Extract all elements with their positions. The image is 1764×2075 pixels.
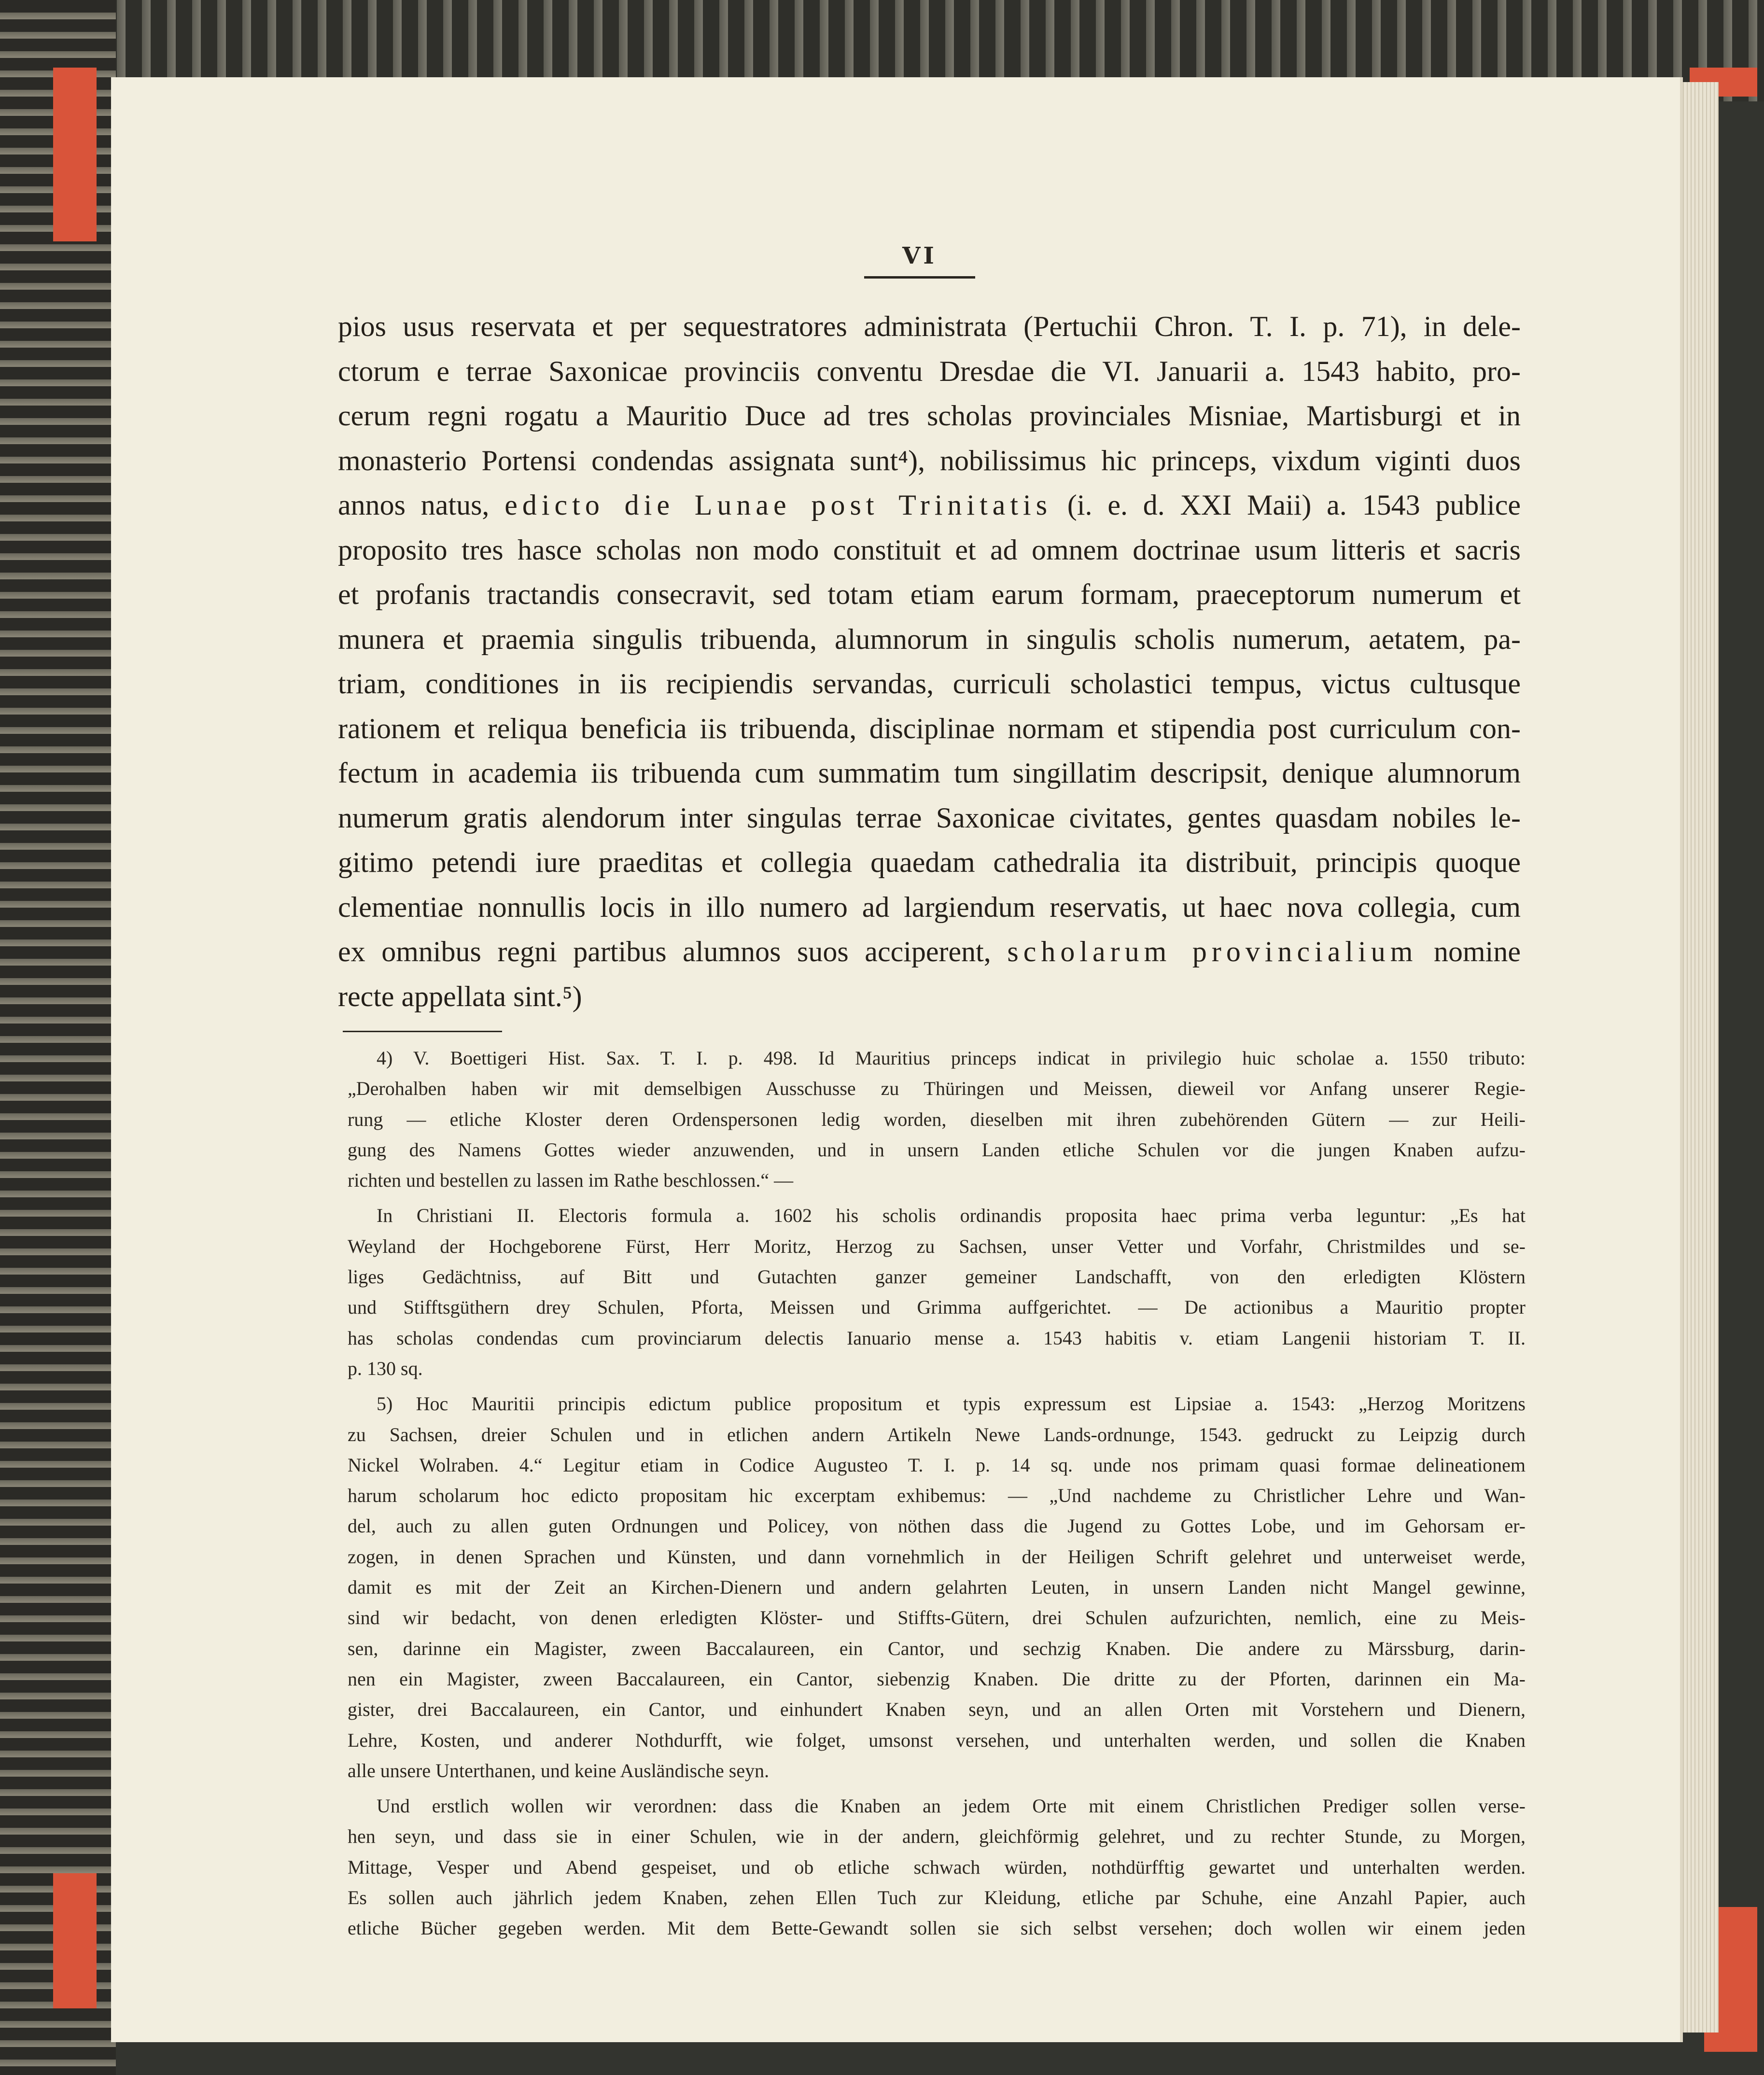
footnote-line: Nickel Wolraben. 4.“ Legitur etiam in Codice Augusteo T. I. p. 14 sq. unde nos primam quasi formae delineationem — [348, 1454, 1526, 1476]
main-line: triam, conditiones in iis recipiendis servandas, curriculi scholastici tempus, victus cultusque — [338, 668, 1521, 700]
footnote-line: liges Gedächtniss, auf Bitt und Gutachten ganzer gemeiner Landschafft, von den erledigten Klöstern — [348, 1266, 1526, 1288]
main-line: cerum regni rogatu a Mauritio Duce ad tres scholas provinciales Misniae, Martisburgi et in — [338, 400, 1521, 432]
footnote-line: sind wir bedacht, von denen erledigten Klöster- und Stiffts-Gütern, drei Schulen aufzurichten, nemlich, eine zu Meis- — [348, 1607, 1526, 1629]
main-line: munera et praemia singulis tribuenda, alumnorum in singulis scholis numerum, aetatem, pa- — [338, 623, 1521, 655]
main-line: rationem et reliqua beneficia iis tribuenda, disciplinae normam et stipendia post curriculum con- — [338, 712, 1521, 744]
footnote-line: gung des Namens Gottes wieder anzuwenden, und in unsern Landen etliche Schulen vor die jungen Knaben aufzu- — [348, 1138, 1526, 1161]
footnote-line: Und erstlich wollen wir verordnen: dass die Knaben an jedem Orte mit einem Christlichen Prediger sollen verse- — [377, 1795, 1526, 1817]
footnote-line: hen seyn, und dass sie in einer Schulen, wie in der andern, gleichförmig gelehret, und zu rechter Stunde, zu Morgen, — [348, 1825, 1526, 1848]
main-line-part: annos natus, — [338, 489, 505, 521]
footnote-line: etliche Bücher gegeben werden. Mit dem Bette-Gewandt sollen sie sich selbst versehen; doch wollen wir einem jeden — [348, 1917, 1526, 1939]
page-number-rule — [864, 276, 975, 279]
spaced-phrase: edicto die Lunae post Trinitatis — [504, 489, 1052, 521]
cover-corner-bottom-left — [53, 1873, 97, 2008]
footnote-line: richten und bestellen zu lassen im Rathe beschlossen.“ — — [348, 1169, 794, 1192]
main-line — [338, 483, 1521, 528]
footnote-line: zogen, in denen Sprachen und Künsten, und dann vornehmlich in der Heiligen Schrift gelehret und unterweiset werde, — [348, 1545, 1526, 1568]
footnotes — [348, 1043, 1526, 1944]
footnote-line: Mittage, Vesper und Abend gespeiset, und ob etliche schwach würden, nothdürfftig gewartet und unterhalten werden. — [348, 1856, 1526, 1878]
main-line: ctorum e terrae Saxonicae provinciis conventu Dresdae die VI. Januarii a. 1543 habito, pro- — [338, 355, 1521, 387]
main-line-part: (i. e. d. XXI Maii) a. 1543 publice — [1052, 489, 1521, 521]
footnote-line: del, auch zu allen guten Ordnungen und Policey, von nöthen dass die Jugend zu Gottes Lobe, und im Gehorsam er- — [348, 1515, 1526, 1537]
footnote-line: sen, darinne ein Magister, zween Baccalaureen, ein Cantor, und sechzig Knaben. Die andere zu Märssburg, darin- — [348, 1637, 1526, 1659]
main-line: gitimo petendi iure praeditas et collegia quaedam cathedralia ita distribuit, principis quoque — [338, 846, 1521, 878]
footnote-line: 4) V. Boettigeri Hist. Sax. T. I. p. 498. Id Mauritius princeps indicat in privilegio huic scholae a. 1550 tributo: — [377, 1047, 1526, 1069]
footnote-line: gister, drei Baccalaureen, ein Cantor, und einhundert Knaben seyn, und an allen Orten mit Vorstehern und Dienern, — [348, 1698, 1526, 1721]
cover-pattern-left — [0, 0, 116, 2075]
spaced-phrase: scholarum provincialium — [1007, 936, 1418, 967]
footnote-line: nen ein Magister, zween Baccalaureen, ein Cantor, siebenzig Knaben. Die dritte zu der Pforten, darinnen ein Ma- — [348, 1668, 1526, 1690]
page-number: VI — [902, 242, 937, 269]
footnote-line: In Christiani II. Electoris formula a. 1602 his scholis ordinandis proposita haec prima verba leguntur: „Es hat — [377, 1205, 1526, 1227]
footnote-line: Weyland der Hochgeborene Fürst, Herr Moritz, Herzog zu Sachsen, unser Vetter und Vorfahr, Christmildes und se- — [348, 1235, 1526, 1257]
main-line: pios usus reservata et per sequestratores administrata (Pertuchii Chron. T. I. p. 71), in dele- — [338, 310, 1521, 342]
footnote-line: harum scholarum hoc edicto propositam hic excerptam exhibemus: — „Und nachdeme zu Christlicher Lehre und Wan- — [348, 1485, 1526, 1507]
footnote-line: zu Sachsen, dreier Schulen und in etlichen andern Artikeln Newe Lands-ordnunge, 1543. gedruckt zu Leipzig durch — [348, 1423, 1526, 1445]
main-line: recte appellata sint.⁵) — [338, 980, 582, 1012]
footnote-line: p. 130 sq. — [348, 1357, 423, 1379]
main-line — [338, 929, 1521, 974]
footnote-rule — [343, 1031, 502, 1032]
footnote-line: Lehre, Kosten, und anderer Nothdurfft, wie folget, umsonst versehen, und unterhalten werden, und sollen die Knaben — [348, 1729, 1526, 1751]
cover-corner-top-left — [53, 68, 97, 241]
main-line: monasterio Portensi condendas assignata sunt⁴), nobilissimus hic princeps, vixdum viginti duos — [338, 444, 1521, 477]
footnote-line: und Stifftsgüthern drey Schulen, Pforta, Meissen und Grimma auffgerichtet. — De actionibus a Mauritio propter — [348, 1296, 1526, 1318]
main-text — [338, 304, 1521, 1019]
footnote-line: „Derohalben haben wir mit demselbigen Ausschusse zu Thüringen und Meissen, dieweil vor Anfang unserer Regie- — [348, 1078, 1526, 1100]
footnote-line: Es sollen auch jährlich jedem Knaben, zehen Ellen Tuch zur Kleidung, etliche par Schuhe, eine Anzahl Papier, auch — [348, 1887, 1526, 1909]
footnote-line: alle unsere Unterthanen, und keine Ausländische seyn. — [348, 1759, 770, 1781]
main-line: et profanis tractandis consecravit, sed totam etiam earum formam, praeceptorum numerum et — [338, 578, 1521, 610]
main-line-part: ex omnibus regni partibus alumnos suos acciperent, — [338, 936, 1008, 967]
footnote-line: damit es mit der Zeit an Kirchen-Dienern und andern gelahrten Leuten, in unsern Landen nicht Mangel gewinne, — [348, 1576, 1526, 1598]
main-line: clementiae nonnullis locis in illo numero ad largiendum reservatis, ut haec nova collegia, cum — [338, 891, 1521, 923]
main-line: fectum in academia iis tribuenda cum summatim tum singillatim descripsit, denique alumnorum — [338, 757, 1521, 789]
footnote-line: 5) Hoc Mauritii principis edictum publice propositum et typis expressum est Lipsiae a. 1543: „Herzog Moritzens — [377, 1393, 1526, 1415]
main-line-part: nomine — [1417, 936, 1521, 967]
footnote-line: has scholas condendas cum provinciarum delectis Ianuario mense a. 1543 habitis v. etiam Langenii historiam T. II. — [348, 1327, 1526, 1349]
main-line: numerum gratis alendorum inter singulas terrae Saxonicae civitates, gentes quasdam nobiles le- — [338, 801, 1521, 834]
main-line: proposito tres hasce scholas non modo constituit et ad omnem doctrinae usum litteris et sacris — [338, 533, 1521, 566]
footnote-line: rung — etliche Kloster deren Ordenspersonen ledig worden, dieselben mit ihren zubehörenden Gütern — zur Heili- — [348, 1108, 1526, 1130]
